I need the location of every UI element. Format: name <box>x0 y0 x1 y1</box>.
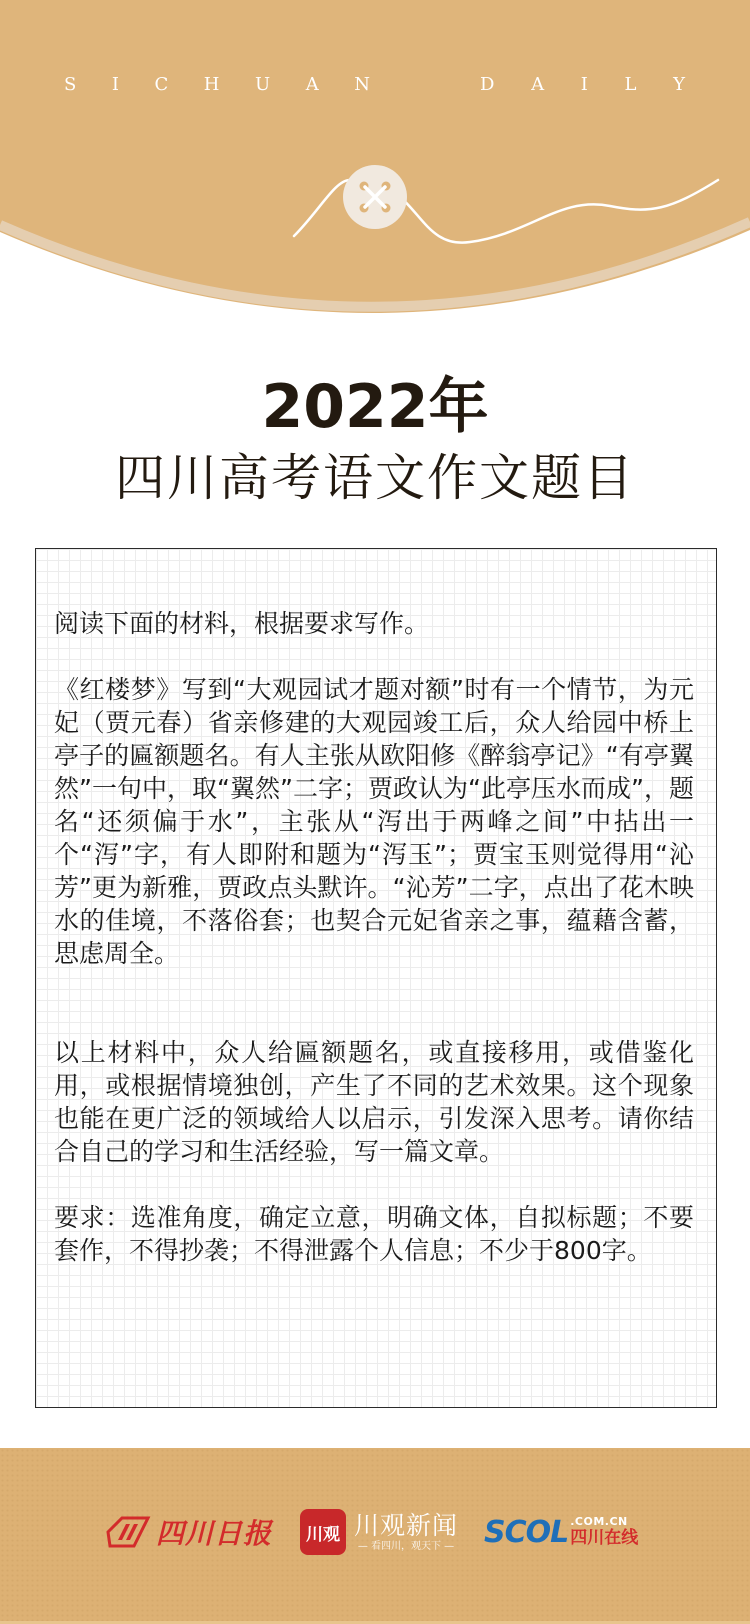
scol-logo <box>484 1504 638 1560</box>
masthead <box>0 74 750 98</box>
masthead-letter: S <box>64 74 77 95</box>
sichuan-daily-logo <box>104 1504 272 1560</box>
masthead-letter: H <box>203 74 220 95</box>
masthead-letter: I <box>580 74 588 95</box>
prompt-paragraph: 阅读下面的材料，根据要求写作。 <box>54 609 430 638</box>
masthead-letter: D <box>480 74 495 95</box>
footer <box>0 1448 750 1624</box>
prompt-paragraph: 以上材料中，众人给匾额题名，或直接移用，或借鉴化用，或根据情境独创，产生了不同的艺术效果。这个现象也能在更广泛的领域给人以启示，引发深入思考。请你结合自己的学习和生活经验，写一篇文章。 <box>54 1038 694 1166</box>
masthead-letter: Y <box>673 74 685 95</box>
sichuan-daily-wordmark: 四川日报 <box>156 1517 273 1550</box>
scol-chinese-name: 四川在线 <box>570 1528 639 1548</box>
chuanguan-app-icon: 川观 <box>300 1509 346 1555</box>
page-title: 四川高考语文作文题目 <box>115 449 635 507</box>
masthead-daily <box>480 74 685 95</box>
chuanguan-slogan: — 看四川，观天下 — <box>357 1541 455 1552</box>
header-banner <box>0 0 750 340</box>
masthead-letter: A <box>305 74 319 95</box>
masthead-letter: N <box>354 74 370 95</box>
chuanguan-logo <box>300 1504 458 1560</box>
masthead-letter: I <box>111 74 119 95</box>
masthead-letter: C <box>154 74 169 95</box>
sichuan-daily-mark-icon <box>104 1512 152 1552</box>
masthead-sichuan <box>64 74 370 95</box>
scol-domain: .COM.CN <box>570 1515 628 1528</box>
scol-wordmark: SCOL <box>484 1514 569 1550</box>
prompt-paragraph: 要求：选准角度，确定立意，明确文体，自拟标题；不要套作，不得抄袭；不得泄露个人信息；不少于800字。 <box>54 1203 694 1265</box>
masthead-letter: L <box>624 74 637 95</box>
button-icon <box>340 162 410 232</box>
essay-prompt-box <box>35 548 717 1408</box>
chuanguan-wordmark: 川观新闻 <box>354 1511 459 1540</box>
masthead-letter: U <box>255 74 271 95</box>
prompt-paragraph: 《红楼梦》写到“大观园试才题对额”时有一个情节，为元妃（贾元春）省亲修建的大观园竣工后，众人给园中桥上亭子的匾额题名。有人主张从欧阳修《醉翁亭记》“有亭翼然”一句中，取“翼然”二字；贾政认为“此亭压水而成”，题名“还须偏于水”，主张从“泻出于两峰之间”中拈出一个“泻”字，有人即附和题为“泻玉”；贾宝玉则觉得用“沁芳”更为新雅，贾政点头默许。“沁芳”二字，点出了花木映水的佳境，不落俗套；也契合元妃省亲之事，蕴藉含蓄，思虑周全。 <box>54 675 694 968</box>
title-year: 2022年 <box>261 372 489 442</box>
masthead-letter: A <box>531 74 545 95</box>
